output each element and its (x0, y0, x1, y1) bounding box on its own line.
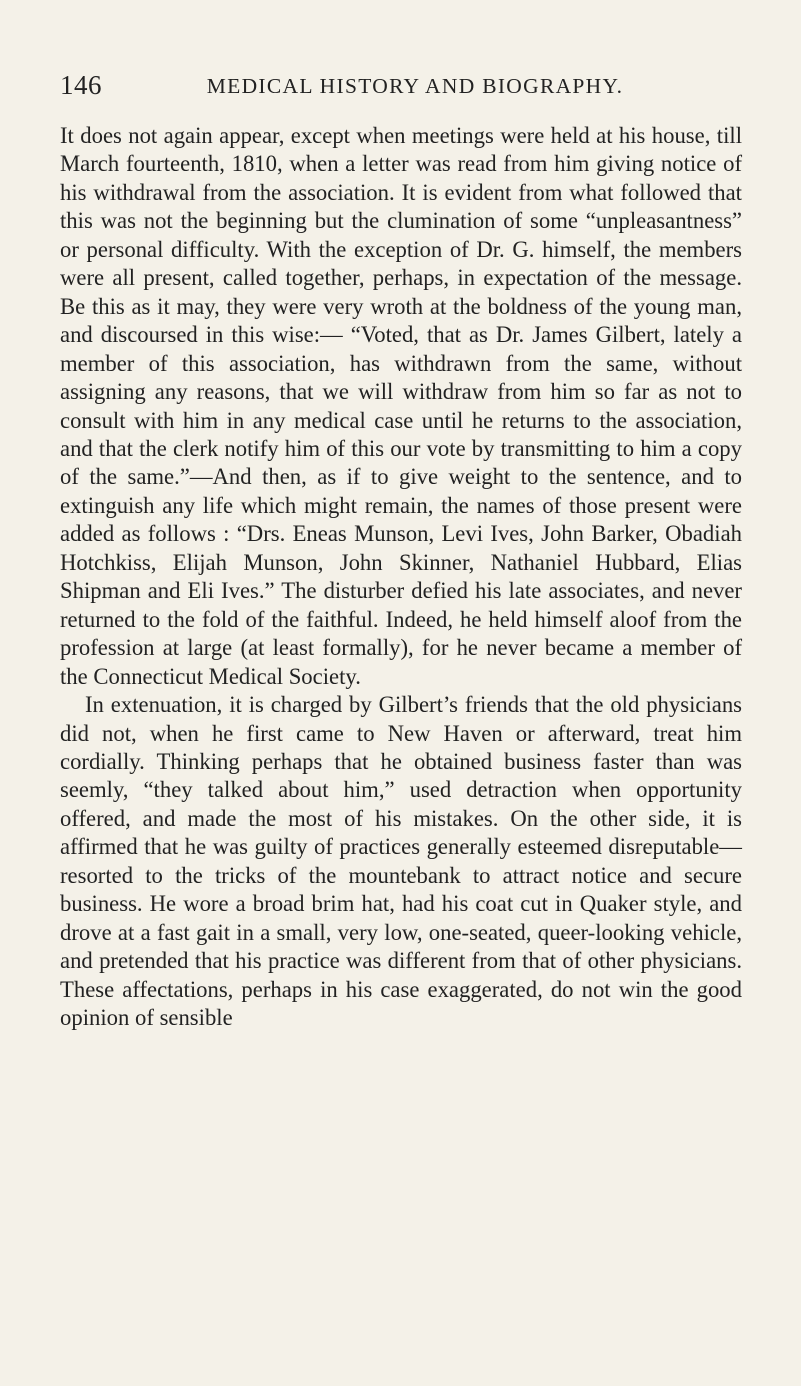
paragraph-2: In extenuation, it is charged by Gilbert’s friends that the old physicians did not, when he first came to New Haven or afterward, treat him cordially. Thinking perhaps that he obtained business faster than was seemly, “they talked about him,” used detraction when opportunity offered, and made the most of his mistakes. On the other side, it is affirmed that he was guilty of practices generally esteemed disreputable—resorted to the tricks of the mountebank to attract notice and secure business. He wore a broad brim hat, had his coat cut in Quaker style, and drove at a fast gait in a small, very low, one-seated, queer-looking vehicle, and pretended that his practice was different from that of other physicians. These affectations, perhaps in his case exaggerated, do not win the good opinion of sensible (60, 692, 742, 1031)
running-title: MEDICAL HISTORY AND BIOGRAPHY. (206, 74, 624, 98)
body-text (60, 122, 742, 1033)
paragraph-1: It does not again appear, except when meetings were held at his house, till March fourteenth, 1810, when a letter was read from him giving notice of his withdrawal from the association. It is evident from what followed that this was not the beginning but the clumination of some “unpleasantness” or personal difficulty. With the exception of Dr. G. himself, the members were all present, called together, perhaps, in expectation of the message. Be this as it may, they were very wroth at the boldness of the young man, and discoursed in this wise:— “Voted, that as Dr. James Gilbert, lately a member of this association, has withdrawn from the same, without assigning any reasons, that we will withdraw from him so far as not to consult with him in any medical case until he returns to the association, and that the clerk notify him of this our vote by transmitting to him a copy of the same.”—And then, as if to give weight to the sentence, and to extinguish any life which might remain, the names of those present were added as follows : “Drs. Eneas Munson, Levi Ives, John Barker, Obadiah Hotchkiss, Elijah Munson, John Skinner, Nathaniel Hubbard, Elias Shipman and Eli Ives.” The disturber defied his late associates, and never returned to the fold of the faithful. Indeed, he held himself aloof from the profession at large (at least formally), for he never became a member of the Connecticut Medical Society. (60, 123, 742, 689)
page-number: 146 (60, 70, 102, 100)
running-head (60, 70, 740, 110)
